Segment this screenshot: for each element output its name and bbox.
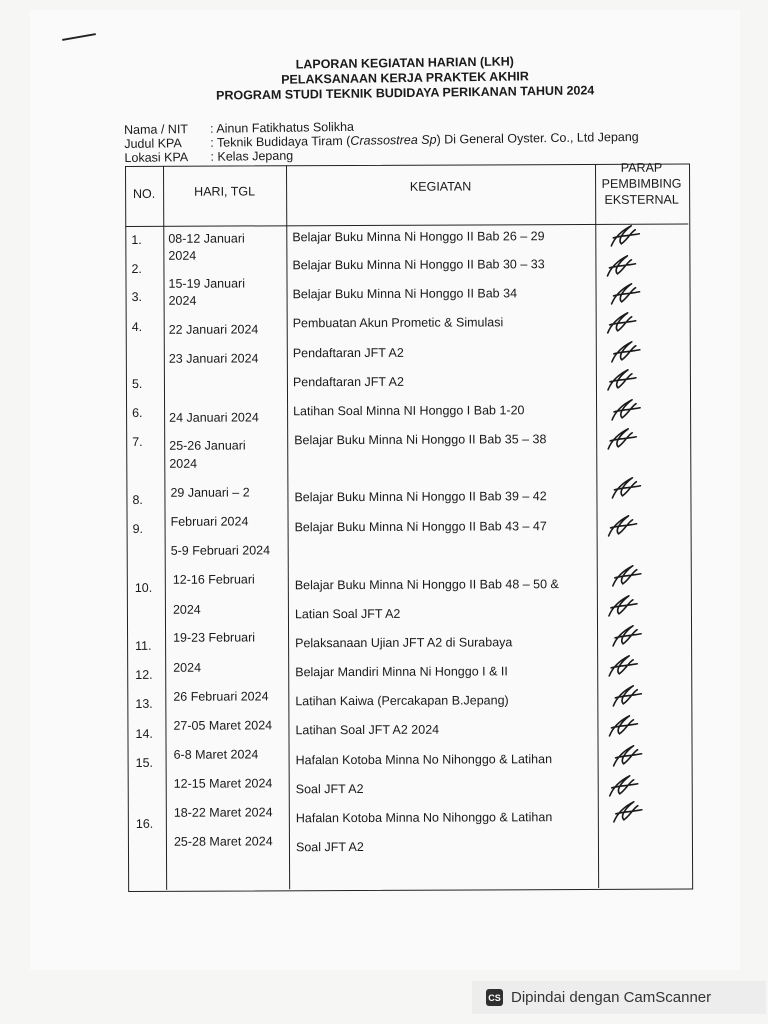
date-cell: 22 Januari 2024 (168, 322, 259, 337)
activity-cell: Belajar Mandiri Minna Ni Honggo I & II (295, 664, 508, 680)
date-cell: 2024 (169, 456, 198, 471)
date-cell: 15-19 Januari (168, 276, 245, 291)
info-block (124, 116, 639, 165)
signature-initials (606, 396, 646, 424)
activity-cell: Pembuatan Akun Prometic & Simulasi (292, 315, 504, 331)
activity-cell: Hafalan Kotoba Minna No Nihonggo & Latihan (295, 810, 553, 826)
judul-prefix: : Teknik Budidaya Tiram ( (210, 133, 351, 150)
row-number: 13. (135, 696, 153, 711)
activity-cell: Belajar Buku Minna Ni Honggo II Bab 39 – 42 (294, 489, 547, 505)
row-number: 4. (131, 319, 143, 334)
signature-initials (602, 309, 642, 337)
activity-cell: Belajar Buku Minna Ni Honggo II Bab 43 – 47 (294, 519, 547, 535)
date-cell: 2024 (168, 248, 197, 263)
signature-initials (607, 682, 647, 710)
nama-value: : Ainun Fatikhatus Solikha (209, 119, 355, 136)
row-number: 5. (131, 376, 143, 391)
activity-cell: Soal JFT A2 (295, 781, 364, 797)
signature-initials (607, 622, 647, 650)
date-cell: 2024 (173, 660, 202, 675)
nama-label: Nama / NIT (124, 122, 189, 137)
report-title (185, 53, 626, 104)
date-cell: 2024 (168, 293, 197, 308)
activity-cell: Pelaksanaan Ujian JFT A2 di Surabaya (295, 635, 513, 651)
date-cell: 23 Januari 2024 (168, 351, 259, 366)
signature-initials (603, 512, 643, 540)
signature-initials (603, 712, 643, 740)
activity-cell: Latihan Kaiwa (Percakapan B.Jepang) (295, 693, 509, 709)
row-number: 2. (131, 261, 142, 276)
judul-species: Crassostrea Sp (350, 132, 437, 148)
activity-cell: Belajar Buku Minna Ni Honggo II Bab 48 – 50 & (294, 577, 559, 593)
activity-cell: Belajar Buku Minna Ni Honggo II Bab 30 – 33 (292, 257, 545, 273)
row-number: 8. (132, 492, 143, 507)
signature-initials (602, 366, 642, 394)
lokasi-value: : Kelas Jepang (210, 148, 294, 164)
signature-initials (606, 280, 646, 308)
date-cell: 25-28 Maret 2024 (173, 834, 273, 849)
row-number: 16. (135, 816, 154, 831)
title-line-3: PROGRAM STUDI TEKNIK BUDIDAYA PERIKANAN TAHUN 2024 (215, 83, 595, 103)
activity-cell: Latihan Soal JFT A2 2024 (295, 722, 440, 738)
signature-initials (608, 742, 648, 770)
row-number: 15. (135, 755, 154, 770)
signature-initials (602, 425, 642, 453)
row-number: 3. (131, 289, 143, 304)
date-cell: 19-23 Februari (173, 630, 256, 645)
header-hari-tgl: HARI, TGL (194, 184, 256, 199)
signature-initials (603, 592, 643, 620)
date-cell: 29 Januari – 2 (170, 485, 250, 500)
date-cell: 26 Februari 2024 (173, 689, 269, 704)
header-parap-line-1: PARAP (620, 160, 663, 175)
header-parap (595, 160, 688, 208)
signature-initials (608, 798, 648, 826)
date-cell: 08-12 Januari (168, 231, 245, 246)
activity-cell: Latian Soal JFT A2 (294, 606, 401, 622)
header-no: NO. (132, 186, 156, 201)
signature-initials (603, 652, 643, 680)
row-number: 14. (135, 726, 153, 741)
row-number: 6. (132, 405, 143, 420)
activity-cell: Belajar Buku Minna Ni Honggo II Bab 26 – 29 (292, 229, 545, 245)
row-number: 9. (132, 521, 144, 536)
date-cell: 12-16 Februari (172, 572, 255, 587)
row-number: 1. (131, 232, 142, 247)
date-cell: 24 Januari 2024 (169, 410, 259, 425)
date-cell: 18-22 Maret 2024 (173, 805, 273, 820)
activity-table (125, 160, 693, 892)
date-cell: 6-8 Maret 2024 (173, 747, 259, 762)
signature-initials (606, 338, 646, 366)
activity-cell: Pendaftaran JFT A2 (292, 345, 404, 361)
signature-initials (605, 222, 645, 250)
date-cell: 2024 (172, 602, 201, 617)
header-parap-line-2: PEMBIMBING (601, 176, 682, 191)
row-number: 7. (132, 434, 143, 449)
signature-initials (601, 252, 641, 280)
row-number: 12. (135, 667, 153, 682)
activity-cell: Soal JFT A2 (295, 839, 364, 855)
watermark-label: Dipindai dengan CamScanner (511, 989, 712, 1006)
activity-cell: Belajar Buku Minna Ni Honggo II Bab 35 – 38 (294, 432, 547, 448)
judul-label: Judul KPA (124, 136, 182, 151)
judul-suffix: ) Di General Oyster. Co., Ltd Jepang (436, 129, 639, 147)
activity-cell: Pendaftaran JFT A2 (292, 374, 404, 390)
activity-cell: Latihan Soal Minna NI Honggo I Bab 1-20 (293, 403, 525, 419)
signature-initials (607, 562, 647, 590)
date-cell: 12-15 Maret 2024 (173, 776, 273, 791)
date-cell: Februari 2024 (170, 514, 249, 529)
title-line-2: PELAKSANAAN KERJA PRAKTEK AKHIR (281, 69, 529, 87)
signature-initials (604, 772, 644, 800)
camscanner-watermark (472, 981, 766, 1014)
row-number: 11. (135, 638, 152, 653)
header-kegiatan: KEGIATAN (409, 179, 472, 194)
date-cell: 25-26 Januari (169, 438, 246, 453)
date-cell: 5-9 Februari 2024 (170, 543, 271, 558)
signature-initials (606, 474, 646, 502)
title-line-1: LAPORAN KEGIATAN HARIAN (LKH) (295, 54, 515, 72)
activity-cell: Belajar Buku Minna Ni Honggo II Bab 34 (292, 286, 518, 302)
camscanner-icon: CS (486, 989, 503, 1006)
header-parap-line-3: EKSTERNAL (604, 192, 679, 207)
date-cell: 27-05 Maret 2024 (173, 718, 273, 733)
lokasi-label: Lokasi KPA (124, 150, 189, 165)
row-number: 10. (134, 580, 153, 595)
activity-cell: Hafalan Kotoba Minna No Nihonggo & Latihan (295, 752, 553, 768)
